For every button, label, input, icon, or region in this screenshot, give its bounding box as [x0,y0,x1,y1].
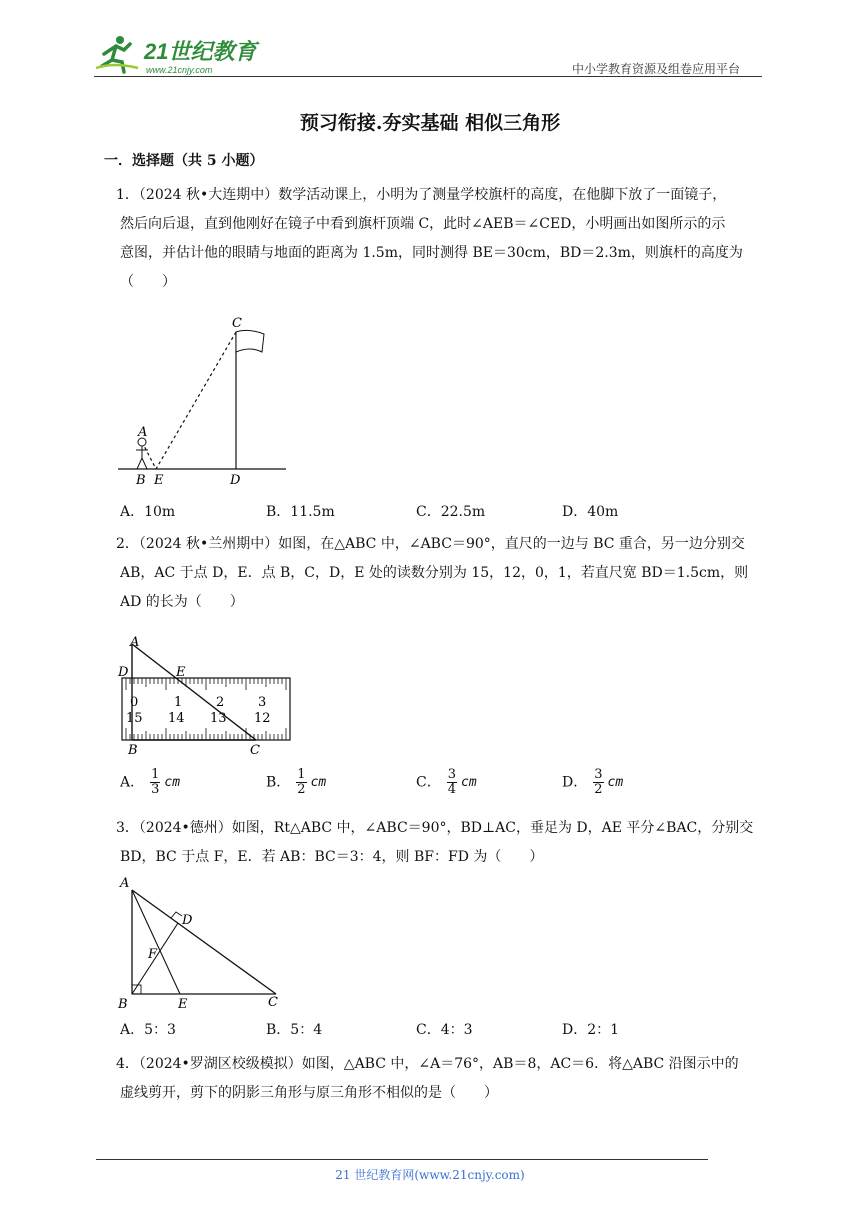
svg-text:3: 3 [258,695,267,710]
svg-text:12: 12 [254,711,271,726]
question-1: 1．（2024 秋•大连期中）数学活动课上，小明为了测量学校旗杆的高度，在他脚下放了一面镜子， 然后向后退，直到他刚好在镜子中看到旗杆顶端 C，此时∠AEB＝∠CED，小明画出如图所示的示 意图，并估计他的眼睛与地面的距离为 1.5m，同时测得 BE＝30cm，BD＝2.3m，则旗杆的高度为 （ ） [116,187,743,290]
q2-option-d[interactable]: D． $\frac{3}{2}$ cm [562,767,624,797]
header-divider [94,76,762,77]
svg-text:C: C [268,995,278,1010]
q3-option-c[interactable]: C．4：3 [416,1022,473,1038]
question-2: 2．（2024 秋•兰州期中）如图，在△ABC 中，∠ABC＝90°，直尺的一边与 BC 重合，另一边分别交 AB，AC 于点 D，E．点 B，C，D，E 处的读数分别为 15，12，0，1，若直尺宽 BD＝1.5cm，则 AD 的长为（ ） [116,536,749,610]
svg-text:13: 13 [210,711,227,726]
svg-text:D: D [230,473,241,488]
q3-option-b[interactable]: B．5：4 [266,1022,323,1038]
logo-url: www.21cnjy.com [146,65,213,75]
svg-text:14: 14 [168,711,185,726]
footer-link[interactable]: 21 世纪教育网(www.21cnjy.com) [335,1168,525,1182]
svg-text:B: B [118,997,128,1012]
svg-text:E: E [154,473,164,488]
q3-option-a[interactable]: A．5：3 [120,1022,176,1038]
question-number: 3． [116,820,139,836]
question-number: 2． [116,536,139,552]
svg-text:2: 2 [216,695,225,710]
question-number: 1． [116,187,139,203]
footer-divider [96,1159,708,1160]
figure-right-triangle [112,872,292,1016]
question-number: 4． [116,1056,139,1072]
page-title: 预习衔接.夯实基础 相似三角形 [299,112,561,134]
header-platform-text: 中小学教育资源及组卷应用平台 [572,62,741,76]
q2-option-c[interactable]: C． $\frac{3}{4}$ cm [416,767,477,797]
svg-text:F: F [148,947,158,962]
svg-text:B: B [136,473,146,488]
svg-text:A: A [130,635,140,650]
svg-text:E: E [178,997,188,1012]
svg-text:C: C [232,316,242,331]
runner-icon [96,36,138,72]
q3-option-d[interactable]: D．2：1 [562,1022,620,1038]
question-4: 4．（2024•罗湖区校级模拟）如图，△ABC 中，∠A＝76°，AB＝8，AC＝6．将△ABC 沿图示中的 虚线剪开，剪下的阴影三角形与原三角形不相似的是（ ） [116,1056,739,1101]
section-heading: 一．选择题（共 5 小题） [104,153,264,169]
q1-option-c[interactable]: C．22.5m [416,504,486,520]
site-logo [94,32,264,78]
q2-option-a[interactable]: A． $\frac{1}{3}$ cm [120,767,181,797]
q2-option-b[interactable]: B． $\frac{1}{2}$ cm [266,767,327,797]
svg-text:15: 15 [126,711,143,726]
svg-text:E: E [176,665,186,680]
svg-text:A: A [120,876,130,891]
logo-text: 21世纪教育 [144,39,257,64]
figure-ruler-triangle [112,632,302,762]
svg-text:D: D [118,665,129,680]
figure-flagpole [112,312,302,496]
q1-option-d[interactable]: D．40m [562,504,619,520]
svg-text:B: B [128,743,138,758]
q1-option-a[interactable]: A．10m [120,504,176,520]
svg-text:0: 0 [130,695,139,710]
svg-text:C: C [250,743,260,758]
svg-text:D: D [182,913,193,928]
svg-text:1: 1 [174,695,183,710]
svg-text:A: A [138,425,148,440]
q1-option-b[interactable]: B．11.5m [266,504,335,520]
question-3: 3．（2024•德州）如图，Rt△ABC 中，∠ABC＝90°，BD⊥AC，垂足为 D，AE 平分∠BAC，分别交 BD，BC 于点 F，E．若 AB：BC＝3：4，则 BF：FD 为（ ） [116,820,754,865]
